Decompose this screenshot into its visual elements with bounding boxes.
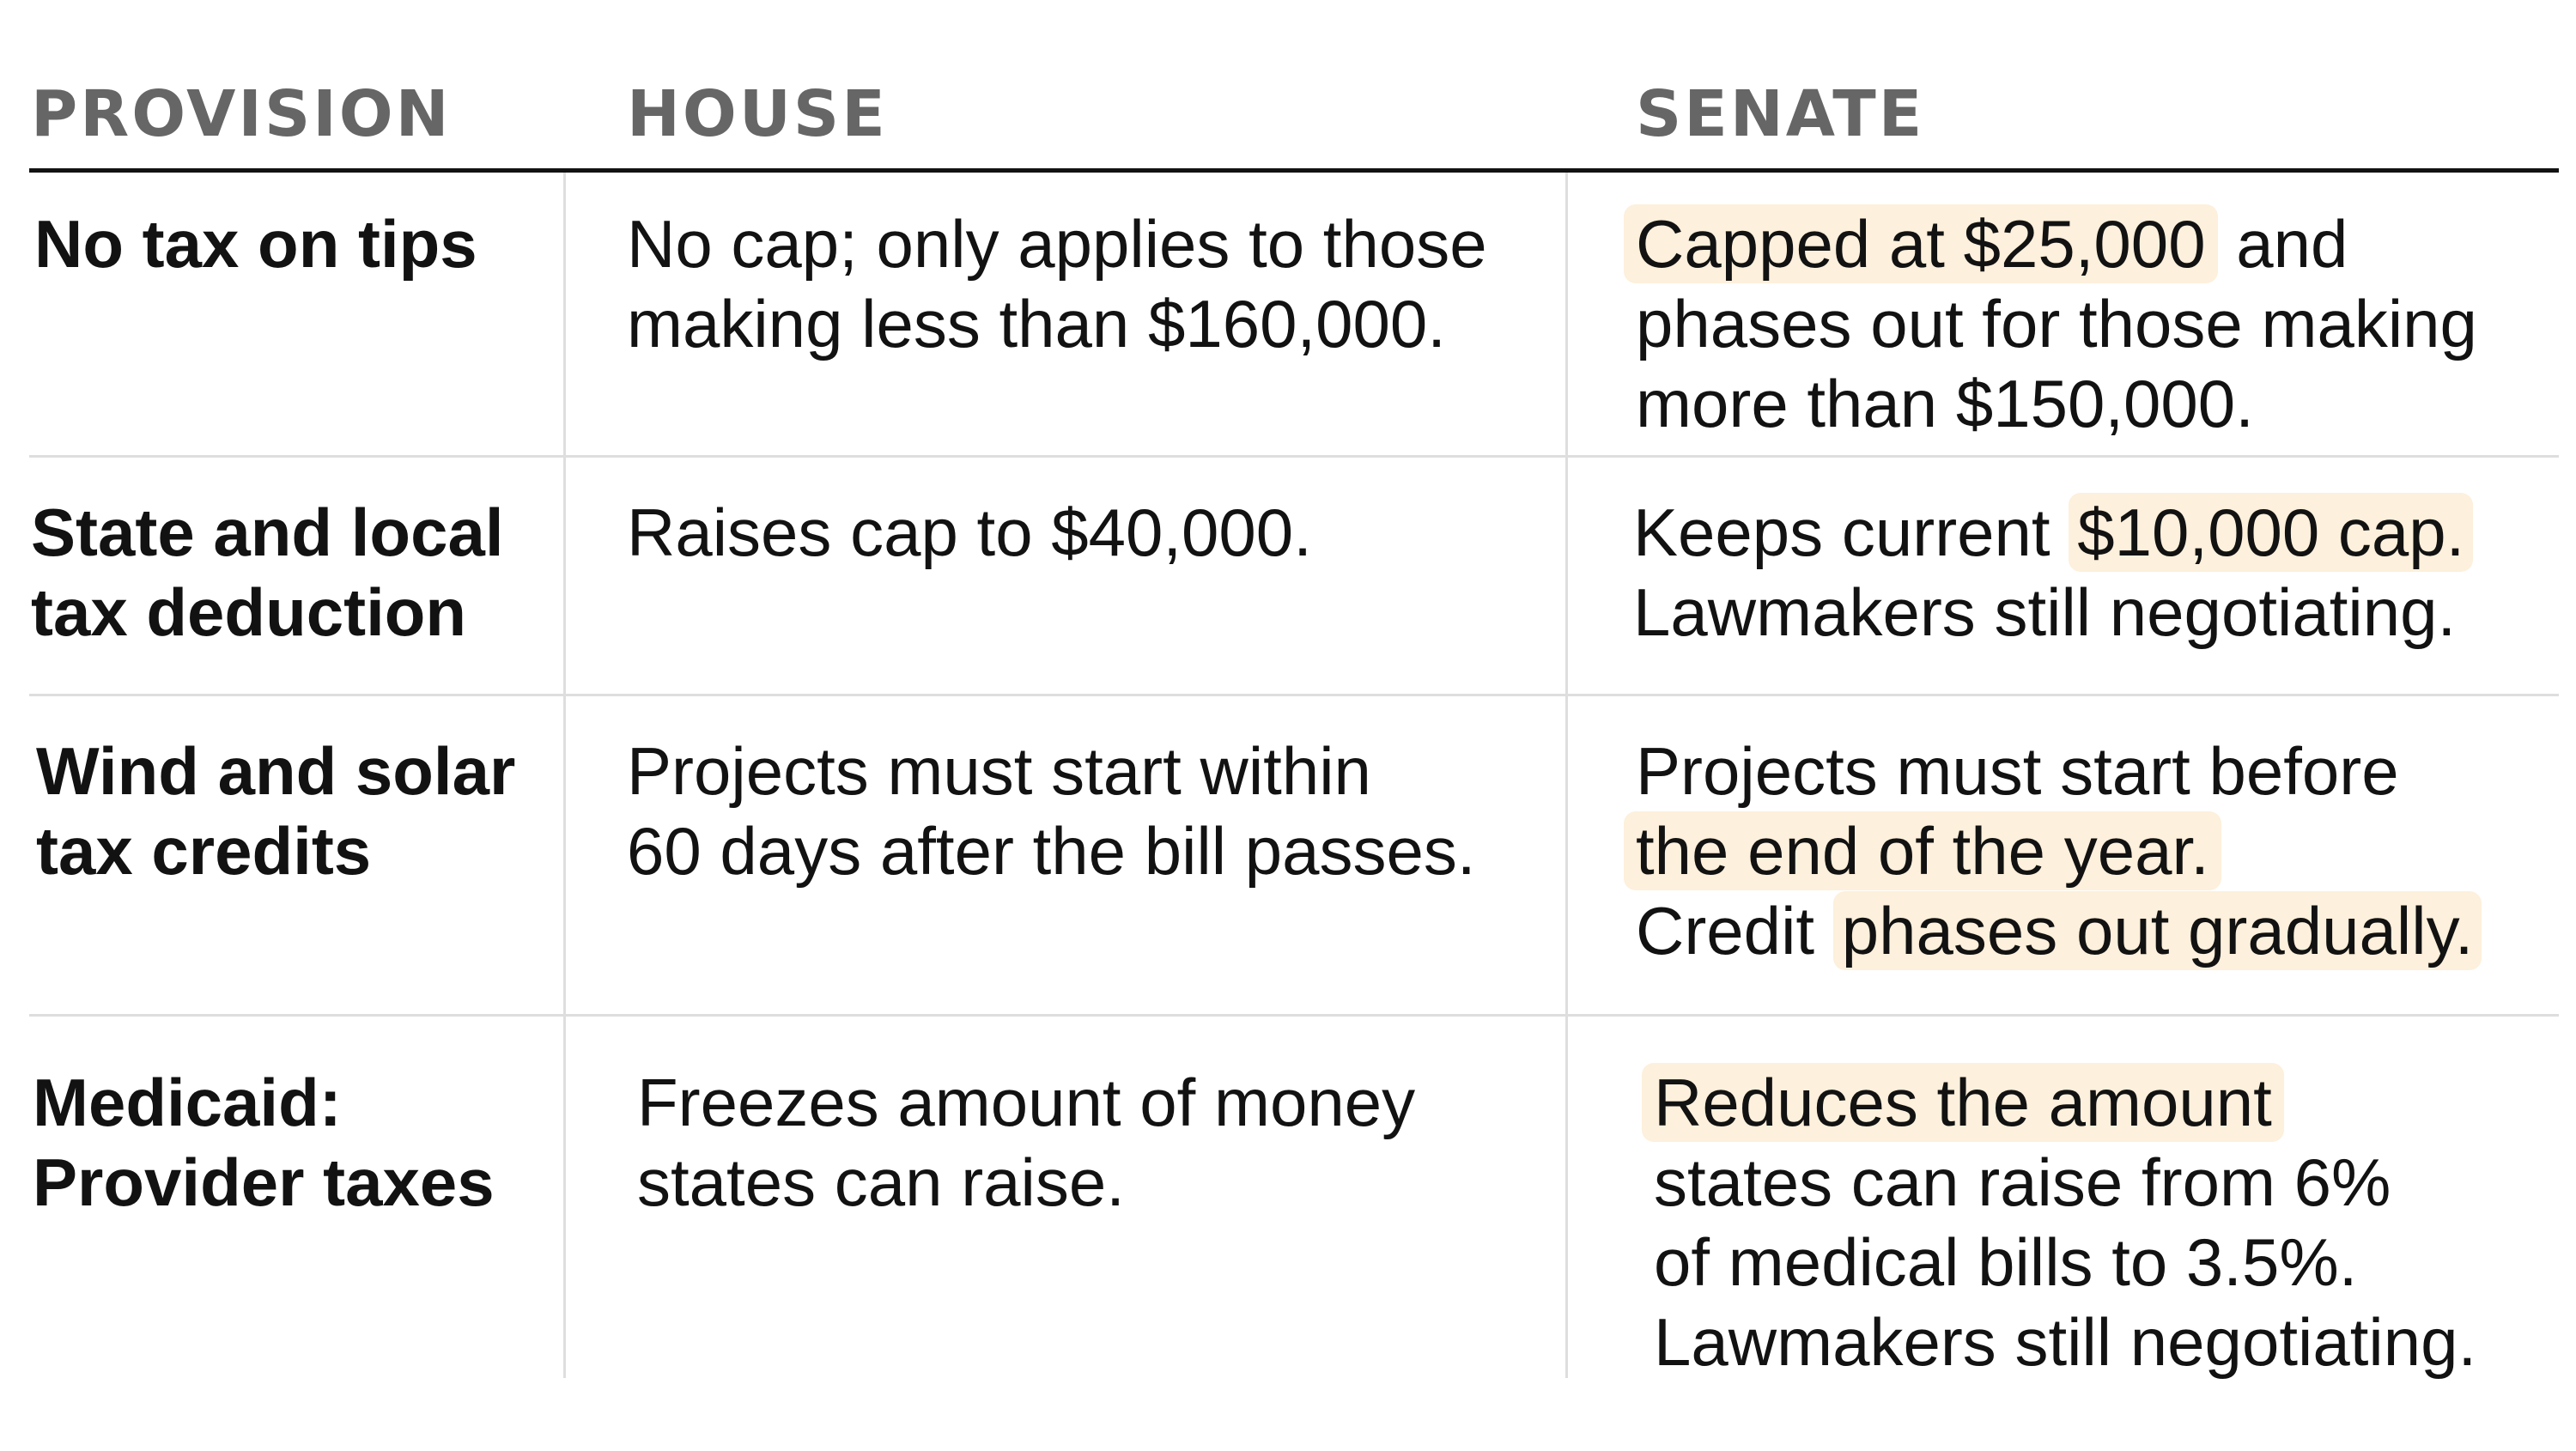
- house-cell: [627, 204, 1487, 364]
- senate-cell: [1633, 493, 2473, 653]
- senate-cell: [1654, 1063, 2476, 1382]
- provision-text: Wind and solar: [36, 733, 516, 809]
- provision-cell: [33, 1063, 495, 1223]
- senate-text: and: [2236, 206, 2348, 282]
- house-text: states can raise.: [637, 1144, 1125, 1220]
- senate-text: more than $150,000.: [1636, 366, 2254, 441]
- senate-highlight: the end of the year.: [1624, 811, 2221, 890]
- senate-text: Keeps current: [1633, 495, 2050, 570]
- row-divider: [29, 455, 2559, 458]
- column-header-provision: PROVISION: [31, 77, 452, 151]
- provision-cell: [31, 493, 504, 653]
- house-cell: [627, 732, 1476, 891]
- column-header-senate: SENATE: [1636, 77, 1925, 151]
- senate-highlight: $10,000 cap.: [2069, 493, 2473, 572]
- senate-text: Lawmakers still negotiating.: [1654, 1304, 2477, 1380]
- house-text: Freezes amount of money: [637, 1065, 1416, 1140]
- row-divider: [29, 1014, 2559, 1017]
- row-divider: [29, 694, 2559, 696]
- senate-text: Lawmakers still negotiating.: [1633, 574, 2457, 650]
- senate-cell: [1636, 732, 2482, 971]
- column-divider: [563, 173, 566, 1378]
- column-header-house: HOUSE: [627, 77, 888, 151]
- provision-text: No tax on tips: [34, 206, 477, 282]
- provision-text: State and local: [31, 495, 504, 570]
- house-cell: [637, 1063, 1415, 1223]
- provision-cell: [36, 732, 515, 891]
- provision-text: Medicaid:: [33, 1065, 342, 1140]
- header-rule: [29, 168, 2559, 173]
- provision-text: tax deduction: [31, 574, 467, 650]
- senate-text: Projects must start before: [1636, 733, 2399, 809]
- house-text: Projects must start within: [627, 733, 1371, 809]
- senate-text: Credit: [1636, 893, 1815, 968]
- house-text: 60 days after the bill passes.: [627, 813, 1476, 889]
- provision-text: tax credits: [36, 813, 372, 889]
- senate-text: states can raise from 6%: [1654, 1144, 2391, 1220]
- senate-text: phases out for those making: [1636, 286, 2477, 361]
- house-text: making less than $160,000.: [627, 286, 1446, 361]
- provision-cell: [34, 204, 477, 284]
- provision-text: Provider taxes: [33, 1144, 495, 1220]
- house-text: Raises cap to $40,000.: [627, 495, 1312, 570]
- senate-highlight: Capped at $25,000: [1624, 204, 2218, 283]
- column-divider: [1565, 173, 1568, 1378]
- senate-highlight: phases out gradually.: [1833, 891, 2482, 970]
- house-text: No cap; only applies to those: [627, 206, 1487, 282]
- house-cell: [627, 493, 1312, 573]
- senate-cell: [1636, 204, 2477, 444]
- senate-highlight: Reduces the amount: [1642, 1063, 2284, 1142]
- senate-text: of medical bills to 3.5%.: [1654, 1224, 2358, 1300]
